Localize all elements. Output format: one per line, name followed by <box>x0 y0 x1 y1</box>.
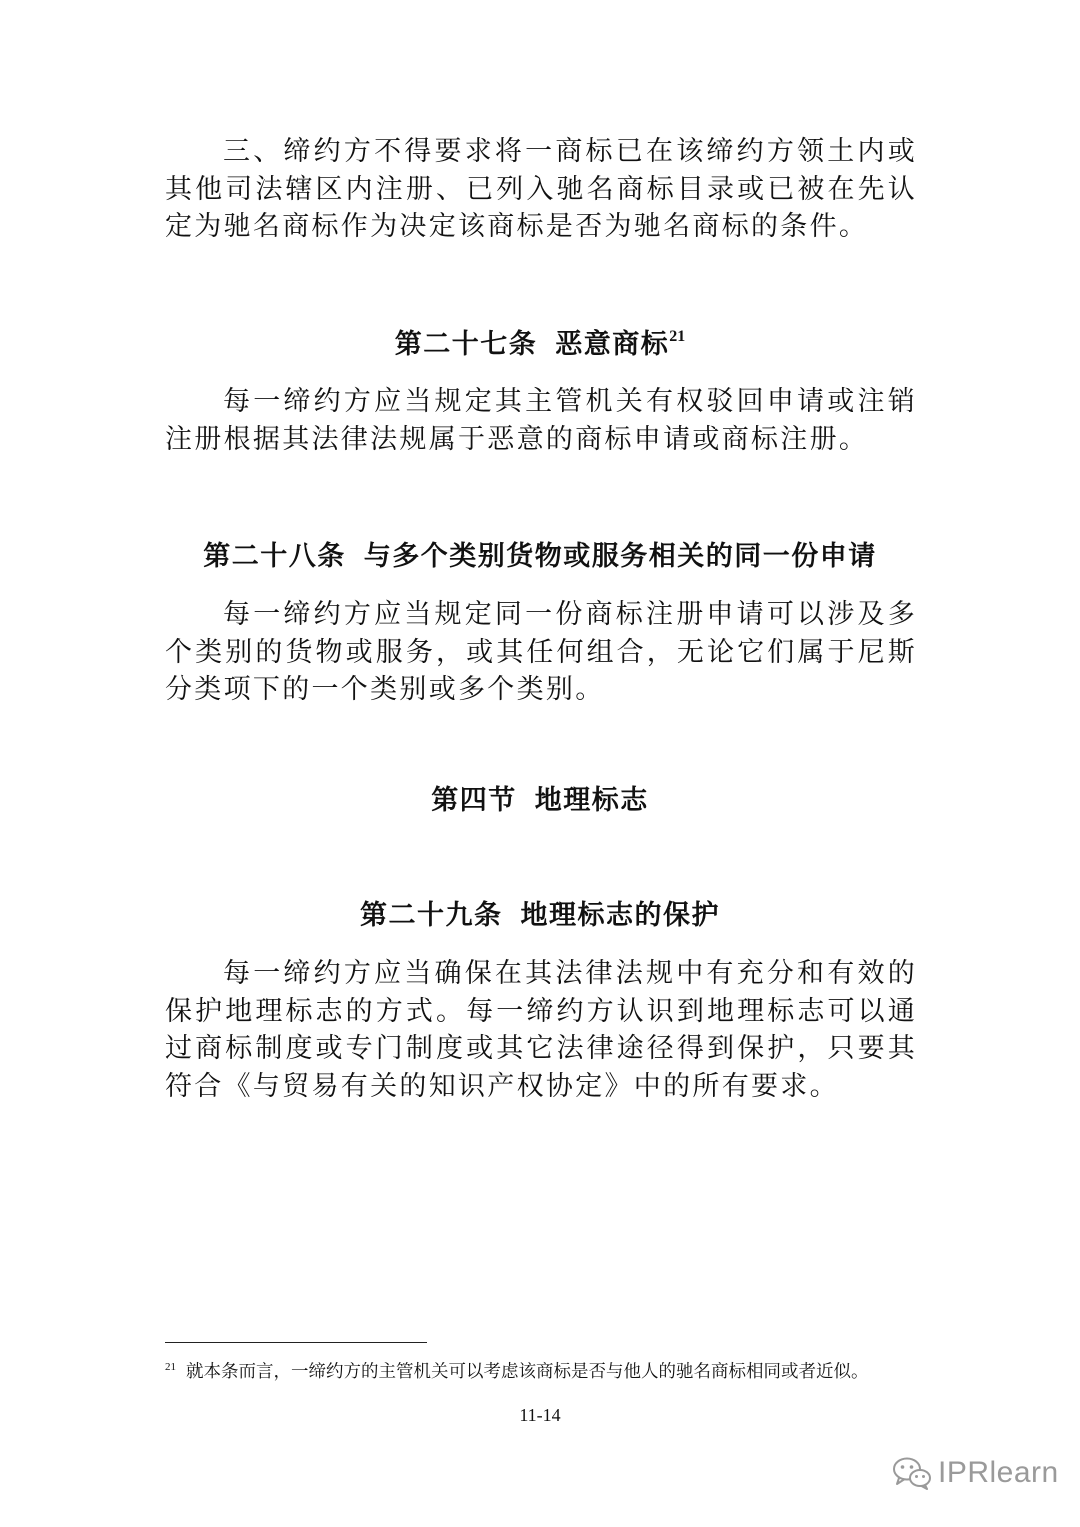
footnote-text: 就本条而言，一缔约方的主管机关可以考虑该商标是否与他人的驰名商标相同或者近似。 <box>186 1361 869 1381</box>
paragraph-article28: 每一缔约方应当规定同一份商标注册申请可以涉及多个类别的货物或服务，或其任何组合，无论它们属于尼斯分类项下的一个类别或多个类别。 <box>165 599 917 705</box>
watermark <box>892 1453 1059 1493</box>
article-29-number: 第二十九条 <box>360 900 503 931</box>
article-28-heading <box>0 534 1080 573</box>
paragraph-article29: 每一缔约方应当确保在其法律法规中有充分和有效的保护地理标志的方式。每一缔约方认识到地理标志可以通过商标制度或专门制度或其它法律途径得到保护，只要其符合《与贸易有关的知识产权协定》中的所有要求。 <box>165 958 917 1102</box>
page-number: 11-14 <box>519 1405 561 1425</box>
watermark-text: IPRlearn <box>938 1456 1059 1489</box>
footnote-21 <box>165 1355 965 1383</box>
article-28-title: 与多个类别货物或服务相关的同一份申请 <box>363 541 877 572</box>
paragraph-article27: 每一缔约方应当规定其主管机关有权驳回申请或注销注册根据其法律法规属于恶意的商标申请或商标注册。 <box>165 386 917 455</box>
footnote-number: 21 <box>165 1361 176 1373</box>
footnote-reference-21[interactable]: 21 <box>669 328 686 345</box>
footnote-separator <box>165 1342 427 1343</box>
article-27-number: 第二十七条 <box>394 329 538 360</box>
article-29-title: 地理标志的保护 <box>520 900 720 931</box>
article-29-heading <box>0 893 1080 932</box>
wechat-icon <box>892 1456 932 1490</box>
article-27-title: 恶意商标 <box>555 329 670 360</box>
article-27-heading <box>0 322 1080 361</box>
article-28-number: 第二十八条 <box>203 541 346 572</box>
section-4-number: 第四节 <box>431 785 517 816</box>
section-4-title: 地理标志 <box>534 785 649 816</box>
paragraph-article26-clause3: 三、缔约方不得要求将一商标已在该缔约方领土内或其他司法辖区内注册、已列入驰名商标目录或已被在先认定为驰名商标作为决定该商标是否为驰名商标的条件。 <box>165 136 917 242</box>
section-4-heading <box>0 778 1080 817</box>
